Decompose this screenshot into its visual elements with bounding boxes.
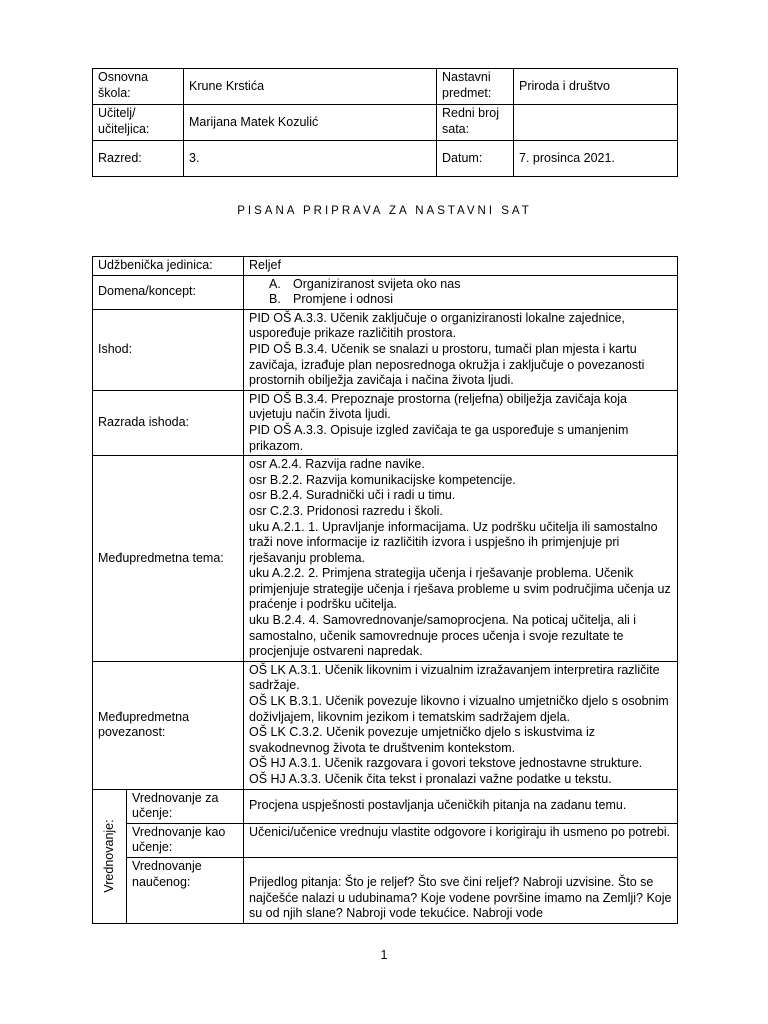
cross-topic-line: uku A.2.2. 2. Primjena strategija učenja i rješavanje problema. Učenik primjenjuje strategije učenja i rješava probleme u svim područjima učenja uz praćenje i podršku učitelja. [249,566,671,612]
row-cross-topic [93,456,678,662]
unit-label: Udžbenička jedinica: [93,257,244,276]
row-outcome-breakdown [93,390,678,455]
cross-links-line: OŠ LK B.3.1. Učenik povezuje likovno i vizualno umjetničko djelo s osobnim doživljajem, likovnim jezikom i tematskim sadržajem djela. [249,694,669,724]
row-eval-for-learning [93,789,678,823]
outcome-value [244,309,678,390]
cross-topic-line: osr A.2.4. Razvija radne navike. [249,457,425,472]
row-cross-links [93,661,678,789]
cross-topic-label: Međupredmetna tema: [93,456,244,662]
teacher-value: Marijana Matek Kozulić [184,105,437,141]
subject-label: Nastavni predmet: [437,69,514,105]
header-row-grade [93,141,678,177]
date-label: Datum: [437,141,514,177]
subject-value: Priroda i društvo [514,69,678,105]
row-unit [93,257,678,276]
unit-value: Reljef [244,257,678,276]
date-value: 7. prosinca 2021. [514,141,678,177]
evaluation-group-cell [93,789,127,923]
eval-as-learning-label: Vrednovanje kao učenje: [127,823,244,857]
cross-topic-line: osr B.2.2. Razvija komunikacijske kompetencije. [249,472,516,487]
domain-item-text: Promjene i odnosi [293,292,394,307]
domain-item-text: Organiziranost svijeta oko nas [293,276,461,291]
domain-item-marker: B. [269,292,281,307]
lesson-number-label: Redni broj sata: [437,105,514,141]
evaluation-label: Vrednovanje: [101,819,116,893]
cross-links-line: OŠ HJ A.3.1. Učenik razgovara i govori tekstove jednostavne strukture. [249,756,643,771]
grade-label: Razred: [93,141,184,177]
teacher-label: Učitelj/ učiteljica: [93,105,184,141]
cross-links-line: OŠ LK C.3.2. Učenik povezuje umjetničko djelo s iskustvima iz svakodnevnog života te društvenim kontekstom. [249,725,595,755]
domain-label: Domena/koncept: [93,275,244,309]
eval-of-learning-value: Prijedlog pitanja: Što je reljef? Što sve čini reljef? Nabroji uzvisine. Što se najčešće nalazi u udubinama? Koje vodene površine imamo na Zemlji? Koje su od njih slane? Nabroji vode tekućice. Nabroji vode [244,857,678,923]
header-table [92,68,678,177]
cross-topic-line: osr B.2.4. Suradnički uči i radi u timu. [249,488,456,503]
row-eval-of-learning [93,857,678,923]
row-domain [93,275,678,309]
eval-for-learning-label: Vrednovanje za učenje: [127,789,244,823]
cross-topic-line: osr C.2.3. Pridonosi razredu i školi. [249,503,443,518]
outcome-line: PID OŠ A.3.3. Učenik zaključuje o organiziranosti lokalne zajednice, uspoređuje prikaze različitih prostora. [249,310,625,341]
domain-list [249,277,672,308]
page-number: 1 [380,948,388,962]
outcome-breakdown-line: PID OŠ A.3.3. Opisuje izgled zavičaja te ga uspoređuje s umanjenim prikazom. [249,422,629,453]
domain-item-marker: A. [269,276,281,291]
outcome-line: PID OŠ B.3.4. Učenik se snalazi u prostoru, tumači plan mjesta i kartu zavičaja, izrađuje plan neposrednoga okružja i zaključuje o povezanosti prostornih obilježja zavičaja i načina života ljudi. [249,341,645,388]
school-value: Krune Krstića [184,69,437,105]
header-row-school [93,69,678,105]
cross-topic-line: uku B.2.4. 4. Samovrednovanje/samoprocjena. Na poticaj učitelja, ali i samostalno, učenik samovrednuje proces učenja i svoje rezultate te procjenjuje ostvareni napredak. [249,613,637,659]
outcome-breakdown-label: Razrada ishoda: [93,390,244,455]
domain-value [244,275,678,309]
document-title: PISANA PRIPRAVA ZA NASTAVNI SAT [237,205,532,217]
eval-of-learning-label: Vrednovanje naučenog: [127,857,244,923]
cross-topic-line: uku A.2.1. 1. Upravljanje informacijama. Uz podršku učitelja ili samostalno traži nove informacije iz različitih izvora i uspješno ih primjenjuje pri rješavanju problema. [249,519,658,565]
eval-for-learning-value: Procjena uspješnosti postavljanja učeničkih pitanja na zadanu temu. [244,789,678,823]
header-row-teacher [93,105,678,141]
row-outcome [93,309,678,390]
eval-as-learning-value: Učenici/učenice vrednuju vlastite odgovore i korigiraju ih usmeno po potrebi. [244,823,678,857]
cross-links-label: Međupredmetna povezanost: [93,661,244,789]
row-eval-as-learning [93,823,678,857]
grade-value: 3. [184,141,437,177]
cross-links-line: OŠ LK A.3.1. Učenik likovnim i vizualnim izražavanjem interpretira različite sadržaje. [249,662,660,693]
school-label: Osnovna škola: [93,69,184,105]
domain-item [249,292,672,308]
lesson-plan-table [92,256,678,924]
lesson-number-value [514,105,678,141]
outcome-label: Ishod: [93,309,244,390]
outcome-breakdown-line: PID OŠ B.3.4. Prepoznaje prostorna (reljefna) obilježja zavičaja koja uvjetuju način života ljudi. [249,391,627,422]
domain-item [249,277,672,293]
cross-topic-value [244,456,678,662]
cross-links-line: OŠ HJ A.3.3. Učenik čita tekst i pronalazi važne podatke u tekstu. [249,772,612,786]
cross-links-value [244,661,678,789]
outcome-breakdown-value [244,390,678,455]
